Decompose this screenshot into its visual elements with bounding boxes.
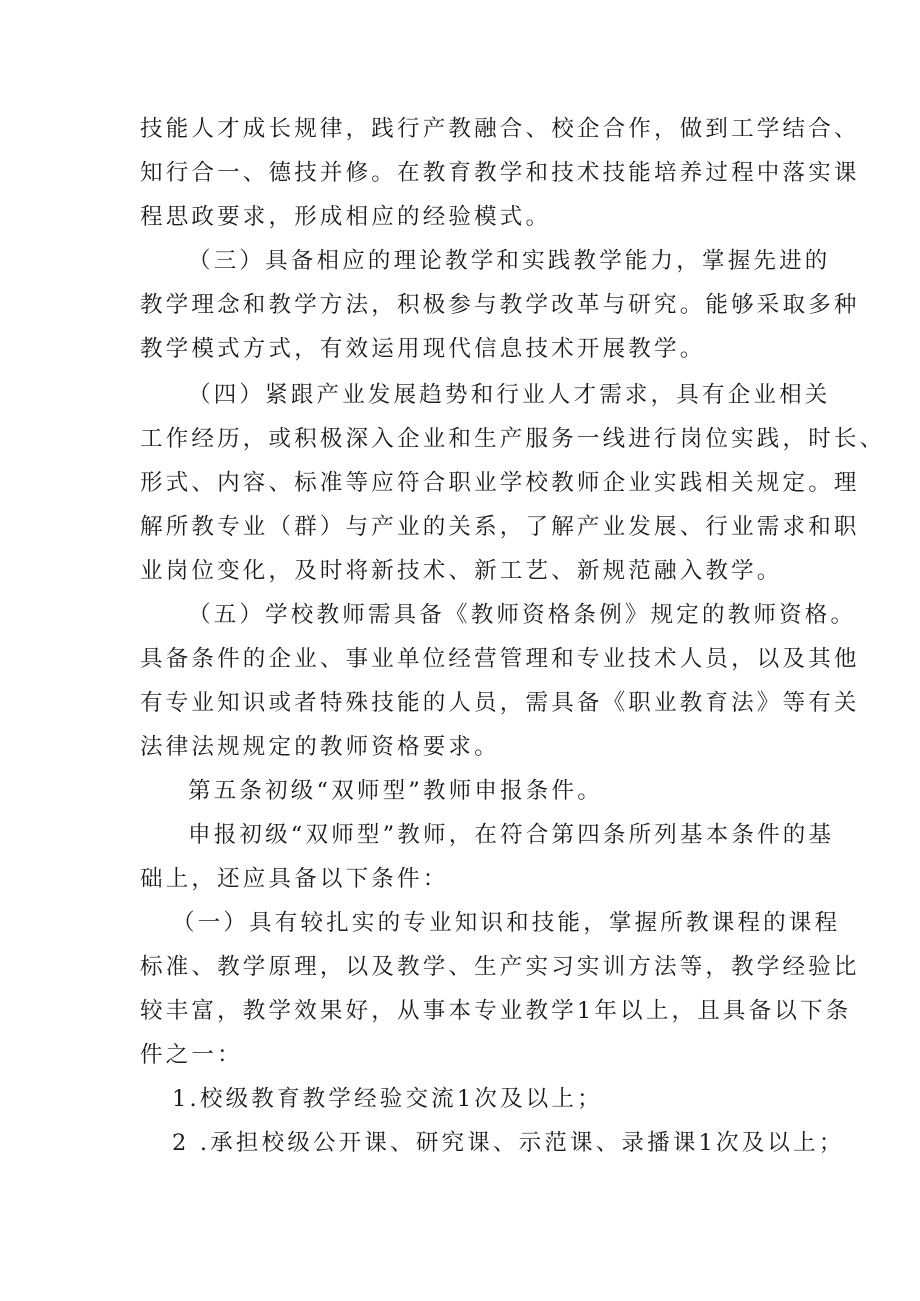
text-line-7: （四）紧跟产业发展趋势和行业人才需求，具有企业相关 [188,382,831,408]
text-line-10: 解所教专业（群）与产业的关系，了解产业发展、行业需求和职 [140,514,860,540]
text-line-8: 工作经历，或积极深入企业和生产服务一线进行岗位实践，时长、 [140,426,886,452]
text-line-3: 程思政要求，形成相应的经验模式。 [140,204,552,230]
text-line-2: 知行合一、德技并修。在教育教学和技术技能培养过程中落实课 [140,160,860,186]
text-line-20: 标准、教学原理，以及教学、生产实习实训方法等，教学经验比 [140,954,860,980]
text-line-17: 申报初级“双师型”教师，在符合第四条所列基本条件的基 [188,822,835,848]
article-heading: 第五条初级“双师型”教师申报条件。 [188,778,603,804]
text-line-5: 教学理念和教学方法，积极参与教学改革与研究。能够采取多种 [140,292,860,318]
text-line-13: 具备条件的企业、事业单位经营管理和专业技术人员，以及其他 [140,646,860,672]
text-line-1: 技能人才成长规律，践行产教融合、校企合作，做到工学结合、 [140,116,860,142]
text-line-12: （五）学校教师需具备《教师资格条例》规定的教师资格。 [188,602,857,628]
list-item-1: 1.校级教育教学经验交流1次及以上； [172,1086,603,1112]
text-line-19: （一）具有较扎实的专业知识和技能，掌握所教课程的课程 [172,910,841,936]
text-line-15: 法律法规规定的教师资格要求。 [140,734,500,760]
text-line-21: 较丰富，教学效果好，从事本专业教学1年以上，且具备以下条 [140,998,852,1024]
text-line-6: 教学模式方式，有效运用现代信息技术开展教学。 [140,336,706,362]
text-line-4: （三）具备相应的理论教学和实践教学能力，掌握先进的 [188,248,831,274]
text-line-22: 件之一： [140,1042,243,1068]
text-line-18: 础上，还应具备以下条件： [140,866,449,892]
text-line-14: 有专业知识或者特殊技能的人员，需具备《职业教育法》等有关 [140,690,860,716]
text-line-9: 形式、内容、标准等应符合职业学校教师企业实践相关规定。理 [140,470,860,496]
text-line-11: 业岗位变化，及时将新技术、新工艺、新规范融入教学。 [140,558,783,584]
list-item-2: 2 .承担校级公开课、研究课、示范课、录播课1次及以上； [172,1130,845,1156]
